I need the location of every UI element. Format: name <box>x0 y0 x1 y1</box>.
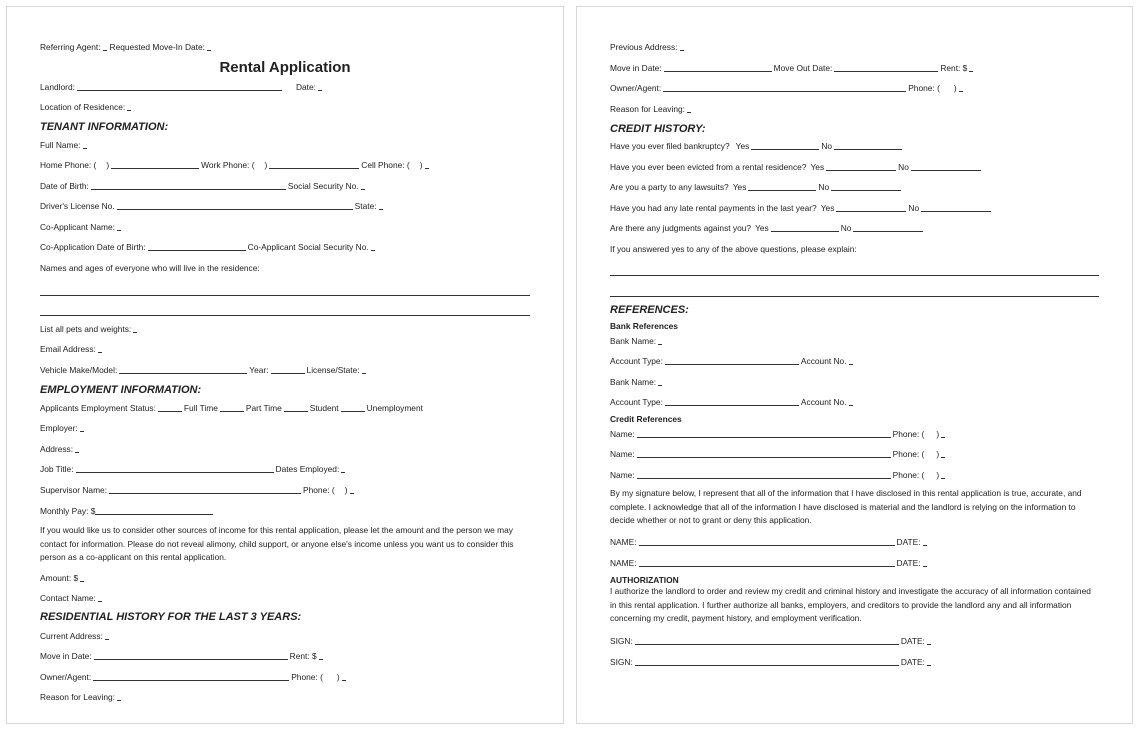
lawsuits-question: Are you a party to any lawsuits? <box>610 182 729 192</box>
bankruptcy-row <box>610 138 1099 151</box>
sign-label-1: SIGN: <box>610 636 633 646</box>
amount-field[interactable] <box>80 581 84 582</box>
evicted-yes-label: Yes <box>810 162 825 172</box>
requested-move-in-date-label: Requested Move-In Date: <box>109 42 205 52</box>
account-row-1 <box>610 353 1099 366</box>
evicted-yes-field[interactable] <box>826 170 896 171</box>
current-owner-phone-paren: ) <box>336 672 340 682</box>
previous-owner-phone-label: Phone: ( <box>908 83 940 93</box>
drivers-license-label: Driver's License No. <box>40 201 115 211</box>
judgments-yes-field[interactable] <box>771 231 839 232</box>
part-time-label: Part Time <box>245 403 282 413</box>
credit-ref-phone-label-1: Phone: ( <box>892 429 925 439</box>
work-phone-paren: ) <box>264 160 268 170</box>
evicted-no-field[interactable] <box>911 170 981 171</box>
current-reason-field[interactable] <box>117 700 121 701</box>
sign-date-field-1[interactable] <box>927 644 931 645</box>
credit-ref-row-1 <box>610 426 1099 439</box>
year-field[interactable] <box>271 373 305 374</box>
license-state-label: License/State: <box>306 365 360 375</box>
credit-ref-phone-field-3[interactable] <box>941 478 945 479</box>
credit-ref-phone-paren-2: ) <box>936 449 940 459</box>
date-field-2[interactable] <box>923 566 927 567</box>
cell-phone-paren: ) <box>419 160 423 170</box>
home-phone-field[interactable] <box>111 168 199 169</box>
employer-address-label: Address: <box>40 444 74 454</box>
landlord-label: Landlord: <box>40 82 75 92</box>
evicted-no-label: No <box>898 162 909 172</box>
dates-employed-field[interactable] <box>341 472 345 473</box>
credit-ref-phone-field-2[interactable] <box>941 457 945 458</box>
full-time-label: Full Time <box>183 403 218 413</box>
bank-name-row-1 <box>610 333 1099 346</box>
employment-status-row <box>40 400 530 413</box>
state-label: State: <box>354 201 377 211</box>
employer-address-row <box>40 441 530 454</box>
sign-date-label-1: DATE: <box>900 636 925 646</box>
ssn-label: Social Security No. <box>287 181 359 191</box>
monthly-pay-row <box>40 503 530 516</box>
judgments-no-field[interactable] <box>853 231 923 232</box>
referring-agent-field[interactable] <box>103 50 107 51</box>
employment-information-heading: EMPLOYMENT INFORMATION: <box>40 384 202 396</box>
credit-ref-row-2 <box>610 446 1099 459</box>
amount-row <box>40 570 530 583</box>
unemployment-field[interactable] <box>341 411 365 412</box>
supervisor-phone-label: Phone: ( <box>303 485 335 495</box>
authorization-heading: AUTHORIZATION <box>610 575 679 585</box>
previous-address-label: Previous Address: <box>610 42 678 52</box>
credit-history-heading: CREDIT HISTORY: <box>610 123 706 135</box>
employment-status-label: Applicants Employment Status: <box>40 403 156 413</box>
job-title-row <box>40 461 530 474</box>
names-ages-line-2[interactable] <box>40 315 530 316</box>
co-applicant-name-field[interactable] <box>117 230 121 231</box>
names-ages-label: Names and ages of everyone who will live in the residence: <box>40 263 260 273</box>
previous-address-field[interactable] <box>680 50 684 51</box>
name-date-row-2 <box>610 555 1099 568</box>
location-row <box>40 99 530 112</box>
co-applicant-dob-field[interactable] <box>148 250 246 251</box>
employer-address-field[interactable] <box>75 452 79 453</box>
evicted-question: Have you ever been evicted from a rental residence? <box>610 162 807 172</box>
bank-name-field-2[interactable] <box>658 385 662 386</box>
employer-label: Employer: <box>40 423 78 433</box>
supervisor-row <box>40 482 530 495</box>
explain-row <box>610 241 1099 254</box>
sign-field-1[interactable] <box>635 644 899 645</box>
sign-field-2[interactable] <box>635 665 899 666</box>
bank-name-label-2: Bank Name: <box>610 377 657 387</box>
bankruptcy-question: Have you ever filed bankruptcy? <box>610 141 730 151</box>
co-applicant-name-label: Co-Applicant Name: <box>40 222 115 232</box>
phones-row <box>40 157 530 170</box>
date-label-2: DATE: <box>896 558 921 568</box>
judgments-yes-label: Yes <box>755 223 769 233</box>
employer-field[interactable] <box>80 431 84 432</box>
previous-owner-label: Owner/Agent: <box>610 83 662 93</box>
previous-address-row <box>610 39 1099 52</box>
contact-name-row <box>40 590 530 603</box>
bank-references-heading: Bank References <box>610 321 678 331</box>
credit-ref-phone-paren-1: ) <box>936 429 940 439</box>
pets-row <box>40 321 530 334</box>
previous-reason-field[interactable] <box>687 112 691 113</box>
evicted-row <box>610 159 1099 172</box>
unemployment-label: Unemployment <box>366 403 423 413</box>
date-field-1[interactable] <box>923 545 927 546</box>
credit-ref-name-field-1[interactable] <box>637 437 891 438</box>
sign-date-label-2: DATE: <box>900 657 925 667</box>
date-field[interactable] <box>318 90 322 91</box>
cell-phone-label: Cell Phone: ( <box>361 160 410 170</box>
pets-label: List all pets and weights: <box>40 324 132 334</box>
tenant-information-heading: TENANT INFORMATION: <box>40 121 169 133</box>
current-reason-row <box>40 689 530 702</box>
student-field[interactable] <box>284 411 308 412</box>
employer-row <box>40 420 530 433</box>
previous-rent-field[interactable] <box>969 71 973 72</box>
bank-name-field-1[interactable] <box>658 344 662 345</box>
bankruptcy-yes-label: Yes <box>735 141 750 151</box>
bankruptcy-no-label: No <box>821 141 833 151</box>
current-move-in-label: Move in Date: <box>40 651 92 661</box>
previous-move-in-field[interactable] <box>664 71 772 72</box>
account-type-label-1: Account Type: <box>610 356 663 366</box>
previous-reason-label: Reason for Leaving: <box>610 104 685 114</box>
home-phone-label: Home Phone: ( <box>40 160 97 170</box>
monthly-pay-field[interactable] <box>95 514 213 515</box>
cell-phone-field[interactable] <box>425 168 429 169</box>
supervisor-name-field[interactable] <box>109 493 301 494</box>
location-of-residence-label: Location of Residence: <box>40 102 126 112</box>
date-label-1: DATE: <box>896 537 921 547</box>
current-owner-label: Owner/Agent: <box>40 672 92 682</box>
judgments-question: Are there any judgments against you? <box>610 223 752 233</box>
residential-history-heading: RESIDENTIAL HISTORY FOR THE LAST 3 YEARS: <box>40 611 302 623</box>
explain-line-1[interactable] <box>610 275 1099 276</box>
form-title: Rental Application <box>219 59 351 76</box>
current-rent-field[interactable] <box>319 659 323 660</box>
previous-owner-phone-field[interactable] <box>959 91 963 92</box>
contact-name-field[interactable] <box>98 601 102 602</box>
credit-ref-name-field-2[interactable] <box>637 457 891 458</box>
credit-ref-phone-label-3: Phone: ( <box>892 470 925 480</box>
late-payments-question: Have you had any late rental payments in the last year? <box>610 203 817 213</box>
explain-label: If you answered yes to any of the above questions, please explain: <box>610 244 857 254</box>
previous-move-in-label: Move in Date: <box>610 63 662 73</box>
credit-ref-name-field-3[interactable] <box>637 478 891 479</box>
current-owner-row <box>40 669 530 682</box>
current-move-in-field[interactable] <box>94 659 288 660</box>
location-of-residence-field[interactable] <box>127 110 131 111</box>
references-heading: REFERENCES: <box>610 304 689 316</box>
name-label-1: NAME: <box>610 537 637 547</box>
credit-ref-name-label-3: Name: <box>610 470 635 480</box>
previous-move-out-field[interactable] <box>834 71 938 72</box>
credit-ref-phone-label-2: Phone: ( <box>892 449 925 459</box>
names-ages-row <box>40 260 530 273</box>
account-no-label-1: Account No. <box>800 356 847 366</box>
current-owner-phone-label: Phone: ( <box>291 672 323 682</box>
vehicle-label: Vehicle Make/Model: <box>40 365 118 375</box>
account-type-field-1[interactable] <box>665 364 799 365</box>
job-title-field[interactable] <box>76 472 274 473</box>
year-label: Year: <box>249 365 269 375</box>
vehicle-row <box>40 362 530 375</box>
co-applicant-ssn-field[interactable] <box>371 250 375 251</box>
landlord-field[interactable] <box>77 90 282 91</box>
drivers-license-field[interactable] <box>117 209 353 210</box>
supervisor-phone-field[interactable] <box>350 493 354 494</box>
email-row <box>40 341 530 354</box>
authorization-text: I authorize the landlord to order and review my credit and criminal history and investigate the accuracy of all information contained in this rental application. I further authorize all banks, employers, and creditors to provide the landlord any and all information concerning my credit, payment history, and employment verification. <box>610 586 1091 623</box>
job-title-label: Job Title: <box>40 464 74 474</box>
judgments-no-label: No <box>840 223 852 233</box>
vehicle-field[interactable] <box>119 373 247 374</box>
other-income-text: If you would like us to consider other sources of income for this rental application, please let the amount and the person we may contact for information. Please do not reveal alimony, child support, or anyone else's income unless you want us to consider this person as a co-applicant on this rental application. <box>40 525 514 562</box>
home-phone-paren: ) <box>106 160 110 170</box>
form-page-2 <box>576 6 1133 724</box>
account-row-2 <box>610 394 1099 407</box>
dob-row <box>40 178 530 191</box>
amount-label: Amount: $ <box>40 573 79 583</box>
bank-name-label-1: Bank Name: <box>610 336 657 346</box>
co-applicant-dob-label: Co-Application Date of Birth: <box>40 242 146 252</box>
previous-owner-field[interactable] <box>663 91 906 92</box>
account-no-label-2: Account No. <box>800 397 847 407</box>
account-no-field-1[interactable] <box>849 364 853 365</box>
date-label: Date: <box>295 82 316 92</box>
current-reason-label: Reason for Leaving: <box>40 692 115 702</box>
contact-name-label: Contact Name: <box>40 593 96 603</box>
previous-move-out-label: Move Out Date: <box>773 63 833 73</box>
date-of-birth-label: Date of Birth: <box>40 181 89 191</box>
full-name-row <box>40 137 530 150</box>
current-rent-label: Rent: $ <box>289 651 317 661</box>
late-payments-yes-label: Yes <box>820 203 835 213</box>
landlord-row <box>40 79 530 92</box>
sign-date-row-1 <box>610 633 1099 646</box>
previous-owner-row <box>610 80 1099 93</box>
late-payments-no-label: No <box>908 203 920 213</box>
monthly-pay-label: Monthly Pay: $ <box>40 506 96 516</box>
late-payments-yes-field[interactable] <box>836 211 906 212</box>
previous-reason-row <box>610 101 1099 114</box>
current-move-in-row <box>40 648 530 661</box>
bankruptcy-no-field[interactable] <box>834 149 902 150</box>
form-page-1 <box>6 6 564 724</box>
credit-ref-name-label-1: Name: <box>610 429 635 439</box>
explain-line-2[interactable] <box>610 296 1099 297</box>
supervisor-name-label: Supervisor Name: <box>40 485 108 495</box>
supervisor-phone-paren: ) <box>344 485 348 495</box>
requested-move-in-date-field[interactable] <box>207 50 211 51</box>
account-type-field-2[interactable] <box>665 405 799 406</box>
sign-date-field-2[interactable] <box>927 665 931 666</box>
current-address-label: Current Address: <box>40 631 103 641</box>
judgments-row <box>610 220 1099 233</box>
referring-agent-row <box>40 39 530 52</box>
name-field-2[interactable] <box>639 566 895 567</box>
bank-name-row-2 <box>610 374 1099 387</box>
current-address-field[interactable] <box>105 639 109 640</box>
referring-agent-label: Referring Agent: <box>40 42 101 52</box>
current-address-row <box>40 628 530 641</box>
lawsuits-no-label: No <box>818 182 830 192</box>
sign-label-2: SIGN: <box>610 657 633 667</box>
sign-date-row-2 <box>610 654 1099 667</box>
lawsuits-no-field[interactable] <box>831 190 901 191</box>
lawsuits-yes-label: Yes <box>732 182 747 192</box>
lawsuits-row <box>610 179 1099 192</box>
credit-references-heading: Credit References <box>610 414 682 424</box>
pets-field[interactable] <box>133 332 137 333</box>
student-label: Student <box>309 403 339 413</box>
dates-employed-label: Dates Employed: <box>275 464 340 474</box>
current-owner-field[interactable] <box>93 680 289 681</box>
date-of-birth-field[interactable] <box>91 189 286 190</box>
work-phone-label: Work Phone: ( <box>201 160 255 170</box>
ssn-field[interactable] <box>361 189 365 190</box>
account-type-label-2: Account Type: <box>610 397 663 407</box>
late-payments-no-field[interactable] <box>921 211 991 212</box>
credit-ref-name-label-2: Name: <box>610 449 635 459</box>
bankruptcy-yes-field[interactable] <box>751 149 819 150</box>
name-label-2: NAME: <box>610 558 637 568</box>
part-time-field[interactable] <box>220 411 244 412</box>
previous-owner-phone-paren: ) <box>953 83 957 93</box>
license-row <box>40 198 530 211</box>
email-label: Email Address: <box>40 344 96 354</box>
previous-rent-label: Rent: $ <box>940 63 968 73</box>
credit-ref-phone-field-1[interactable] <box>941 437 945 438</box>
names-ages-line-1[interactable] <box>40 295 530 296</box>
full-name-label: Full Name: <box>40 140 81 150</box>
name-field-1[interactable] <box>639 545 895 546</box>
work-phone-field[interactable] <box>269 168 359 169</box>
full-name-field[interactable] <box>83 148 87 149</box>
co-applicant-name-row <box>40 219 530 232</box>
previous-dates-row <box>610 60 1099 73</box>
certification-text: By my signature below, I represent that all of the information that I have disclosed in this rental application is true, accurate, and complete. I acknowledge that all of the information I have disclosed is material and the landlord is relying on the information to decide whether or not to grant or deny this application. <box>610 488 1082 525</box>
email-field[interactable] <box>98 352 102 353</box>
late-payments-row <box>610 200 1099 213</box>
co-applicant-ssn-label: Co-Applicant Social Security No. <box>247 242 369 252</box>
current-owner-phone-field[interactable] <box>342 680 346 681</box>
license-state-field[interactable] <box>362 373 366 374</box>
full-time-field[interactable] <box>158 411 182 412</box>
account-no-field-2[interactable] <box>849 405 853 406</box>
co-applicant-dob-row <box>40 239 530 252</box>
lawsuits-yes-field[interactable] <box>748 190 816 191</box>
credit-ref-phone-paren-3: ) <box>936 470 940 480</box>
state-field[interactable] <box>379 209 383 210</box>
name-date-row-1 <box>610 534 1099 547</box>
credit-ref-row-3 <box>610 467 1099 480</box>
